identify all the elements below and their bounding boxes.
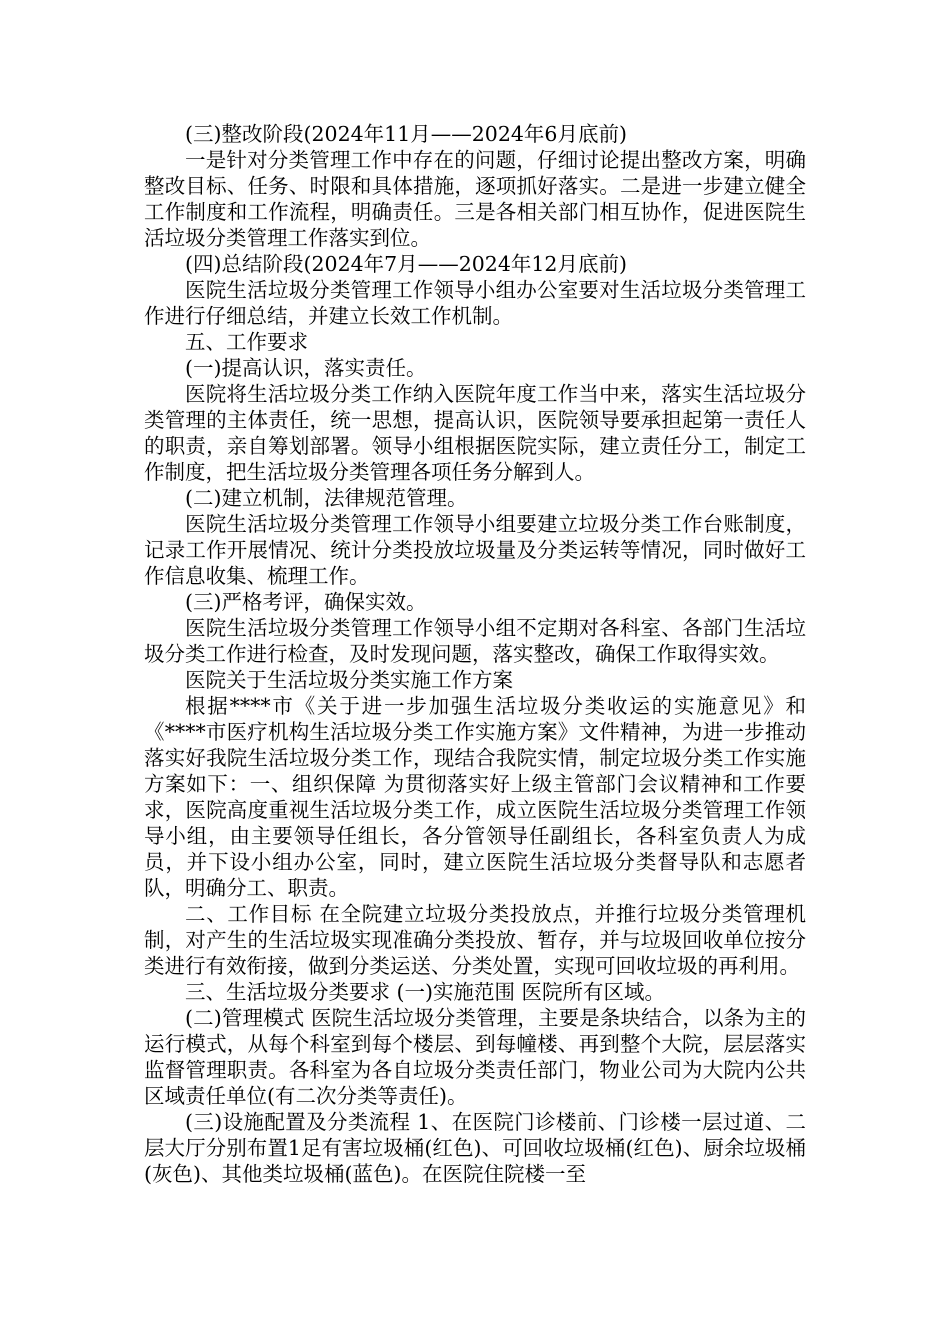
paragraph: 三、生活垃圾分类要求 (一)实施范围 医院所有区域。 — [185, 980, 666, 1004]
paragraph: (三)设施配置及分类流程 1、在医院门诊楼前、门诊楼一层过道、二层大厅分别布置1足有害垃圾桶(红色)、可回收垃圾桶(红色)、厨余垃圾桶(灰色)、其他类垃圾桶(蓝色)。在医院住院楼一至 — [144, 1110, 806, 1186]
paragraph: 医院将生活垃圾分类工作纳入医院年度工作当中来，落实生活垃圾分类管理的主体责任，统一思想，提高认识，医院领导要承担起第一责任人的职责，亲自筹划部署。领导小组根据医院实际，建立责任分工，制定工作制度，把生活垃圾分类管理各项任务分解到人。 — [144, 382, 806, 484]
paragraph: (一)提高认识，落实责任。 — [185, 356, 427, 380]
paragraph: 医院生活垃圾分类管理工作领导小组办公室要对生活垃圾分类管理工作进行仔细总结，并建立长效工作机制。 — [144, 278, 806, 328]
paragraph: 二、工作目标 在全院建立垃圾分类投放点，并推行垃圾分类管理机制，对产生的生活垃圾实现准确分类投放、暂存，并与垃圾回收单位按分类进行有效衔接，做到分类运送、分类处置，实现可回收垃圾的再利用。 — [144, 902, 806, 978]
paragraph: 医院生活垃圾分类管理工作领导小组要建立垃圾分类工作台账制度，记录工作开展情况、统计分类投放垃圾量及分类运转等情况，同时做好工作信息收集、梳理工作。 — [144, 512, 806, 588]
paragraph: (三)严格考评，确保实效。 — [185, 590, 427, 614]
section-heading: 五、工作要求 — [185, 330, 308, 354]
document-body — [144, 121, 806, 1187]
paragraph: (二)管理模式 医院生活垃圾分类管理，主要是条块结合，以条为主的运行模式，从每个科室到每个楼层、到每幢楼、再到整个大院，层层落实监督管理职责。各科室为各自垃圾分类责任部门，物业公司为大院内公共区域责任单位(有二次分类等责任)。 — [144, 1006, 806, 1108]
paragraph: 医院生活垃圾分类管理工作领导小组不定期对各科室、各部门生活垃圾分类工作进行检查，及时发现问题，落实整改，确保工作取得实效。 — [144, 616, 806, 666]
paragraph: 一是针对分类管理工作中存在的问题，仔细讨论提出整改方案，明确整改目标、任务、时限和具体措施，逐项抓好落实。二是进一步建立健全工作制度和工作流程，明确责任。三是各相关部门相互协作，促进医院生活垃圾分类管理工作落实到位。 — [144, 148, 806, 250]
paragraph: (二)建立机制，法律规范管理。 — [185, 486, 468, 510]
paragraph: 根据****市《关于进一步加强生活垃圾分类收运的实施意见》和《****市医疗机构生活垃圾分类工作实施方案》文件精神，为进一步推动落实好我院生活垃圾分类工作，现结合我院实情，制定垃圾分类工作实施方案如下：一、组织保障 为贯彻落实好上级主管部门会议精神和工作要求，医院高度重视生活垃圾分类工作，成立医院生活垃圾分类管理工作领导小组，由主要领导任组长，各分管领导任副组长，各科室负责人为成员，并下设小组办公室，同时，建立医院生活垃圾分类督导队和志愿者队，明确分工、职责。 — [144, 694, 806, 900]
paragraph: (三)整改阶段(2024年11月——2024年6月底前) — [185, 122, 627, 146]
document-title: 医院关于生活垃圾分类实施工作方案 — [185, 668, 513, 692]
paragraph: (四)总结阶段(2024年7月——2024年12月底前) — [185, 252, 627, 276]
